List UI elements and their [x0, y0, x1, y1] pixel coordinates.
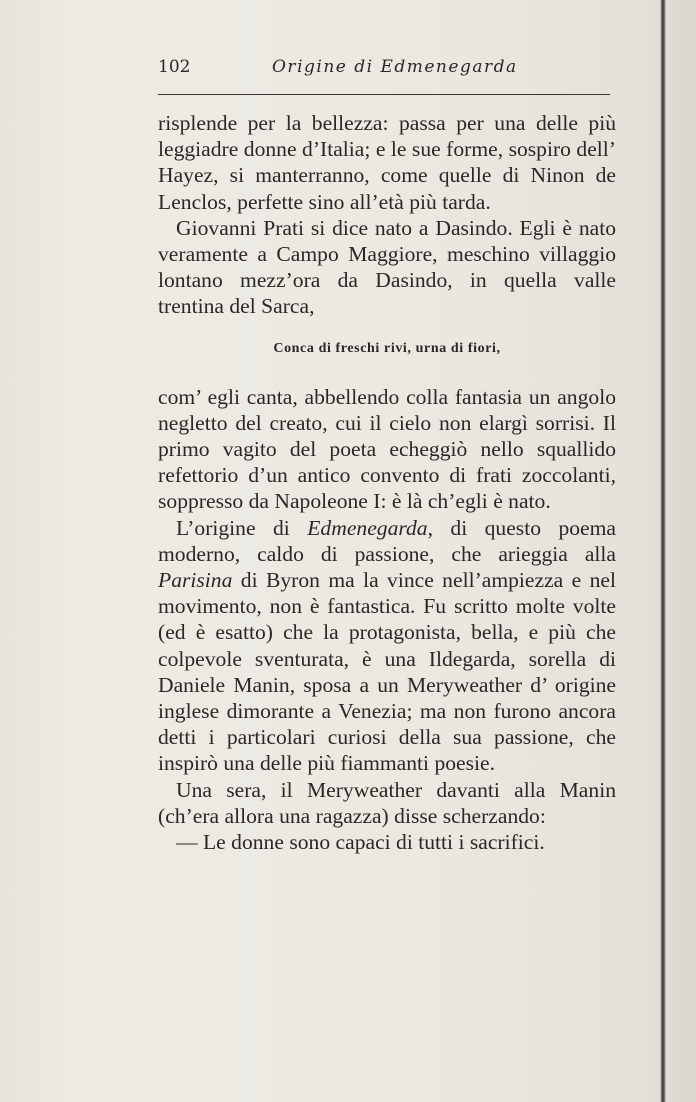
body-text: [158, 110, 616, 855]
paragraph-prati-birthplace: Giovanni Prati si dice nato a Dasindo. Egli è nato veramente a Campo Maggiore, meschino villaggio lontano mezz’ora da Dasindo, in quella valle trentina del Sarca,: [158, 215, 616, 319]
page-binding-edge: [660, 0, 666, 1102]
paragraph-text-part: , di questo poema moderno, caldo di passione, che arieggia alla: [158, 515, 616, 566]
header-rule: [158, 94, 610, 95]
paragraph-meryweather: Una sera, il Meryweather davanti alla Manin (ch’era allora una ragazza) disse scherzando:: [158, 777, 616, 828]
paragraph-convent: com’ egli canta, abbellendo colla fantasia un angolo negletto del creato, cui il cielo non elargì sorrisi. Il primo vagito del poeta echeggiò nello squallido refettorio d’un antico convento di frati zoccolanti, soppresso da Napoleone I: è là ch’egli è nato.: [158, 384, 616, 514]
work-title-edmenegarda: Edmenegarda: [307, 515, 428, 540]
paragraph-dialogue: — Le donne sono capaci di tutti i sacrifici.: [176, 830, 545, 855]
verse-quote: Conca di freschi rivi, urna di fiori,: [273, 340, 501, 356]
work-title-parisina: Parisina: [158, 568, 233, 593]
paragraph-text-part: di Byron ma la vince nell’ampiezza e nel movimento, non è fantastica. Fu scritto molte volte (ed è esatto) che la protagonista, bella, e più che colpevole sventurata, è una Ildegarda, sorella di Daniele Manin, sposa a un Meryweather d’ origine inglese dimorante a Venezia; ma non furono ancora detti i particolari curiosi della sua passione, che inspirò una delle più fiammanti poesie.: [158, 568, 616, 776]
page-header: [158, 57, 610, 83]
paragraph-continuation: risplende per la bellezza: passa per una delle più leggiadre donne d’Italia; e le sue forme, sospiro dell’ Hayez, si manterranno, come quelle di Ninon de Lenclos, perfette sino all’età più tarda.: [158, 111, 616, 214]
page-number: 102: [158, 57, 191, 77]
paragraph-origin-edmenegarda: [158, 515, 616, 777]
paragraph-text-part: L’origine di: [176, 515, 308, 540]
running-title: Origine di Edmenegarda: [272, 57, 518, 77]
